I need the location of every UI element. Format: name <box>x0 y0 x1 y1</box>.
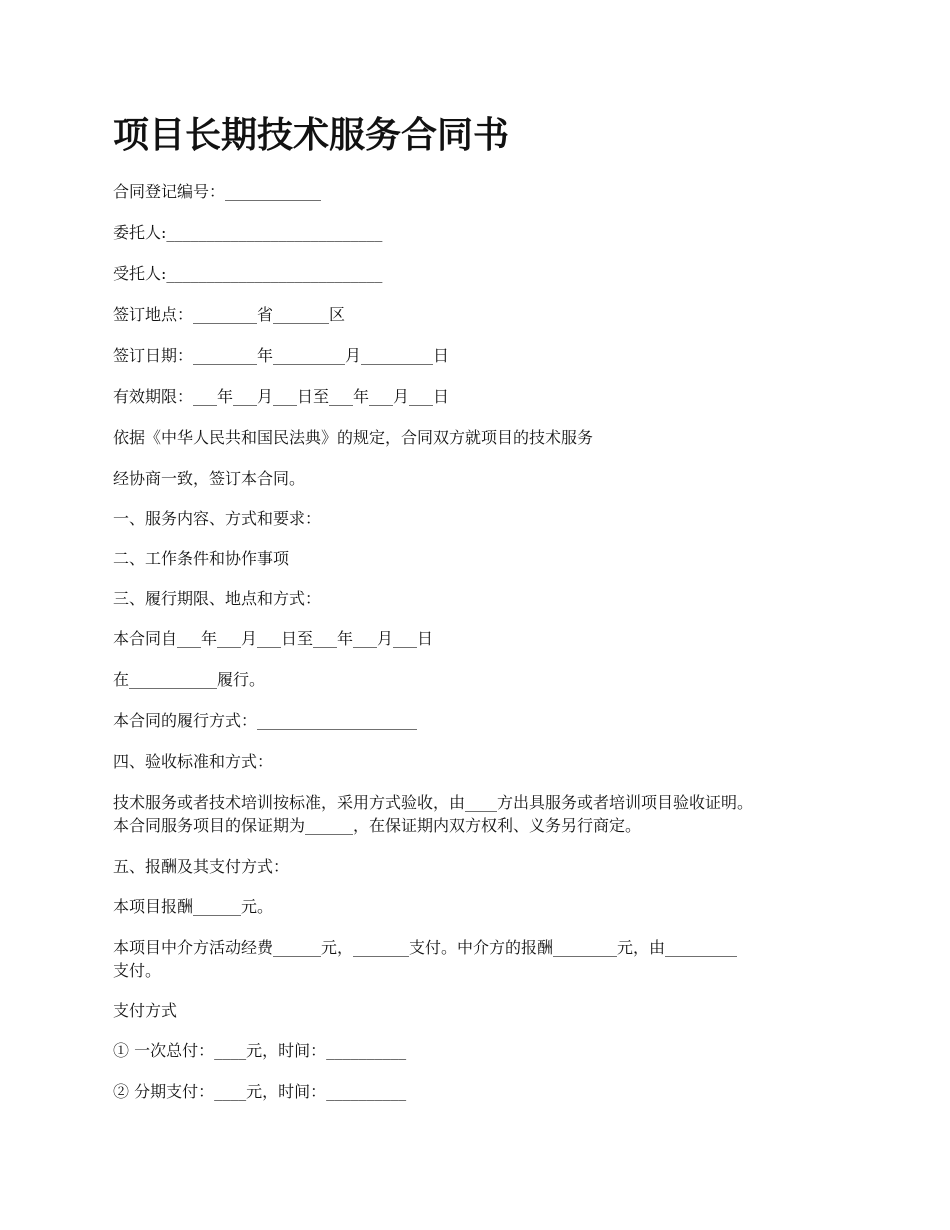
signing-place-line: 签订地点：________省_______区 <box>113 305 346 324</box>
section-1-heading: 一、服务内容、方式和要求： <box>113 509 322 528</box>
document-title: 项目长期技术服务合同书 <box>113 115 510 156</box>
intermediary-fee-line: 本项目中介方活动经费______元，_______支付。中介方的报酬________元，由_________ <box>113 938 738 957</box>
payment-method-heading: 支付方式 <box>113 1001 178 1020</box>
section-3-heading: 三、履行期限、地点和方式： <box>113 589 322 608</box>
section-5-heading: 五、报酬及其支付方式： <box>113 857 290 876</box>
installment-payment-line: ② 分期支付：____元，时间：__________ <box>113 1082 407 1101</box>
intermediary-fee-line-continued: 支付。 <box>113 961 162 980</box>
performance-period-line: 本合同自___年___月___日至___年___月___日 <box>113 629 434 648</box>
signing-date-line: 签订日期：________年_________月_________日 <box>113 346 450 365</box>
warranty-period-line: 本合同服务项目的保证期为______，在保证期内双方权利、义务另行商定。 <box>113 816 642 835</box>
performance-method-line: 本合同的履行方式：____________________ <box>113 711 418 730</box>
section-4-heading: 四、验收标准和方式： <box>113 752 274 771</box>
performance-place-line: 在___________履行。 <box>113 670 266 689</box>
project-fee-line: 本项目报酬______元。 <box>113 897 274 916</box>
legal-basis-line: 依据《中华人民共和国民法典》的规定，合同双方就项目的技术服务 <box>113 428 594 447</box>
validity-period-line: 有效期限：___年___月___日至___年___月___日 <box>113 387 450 406</box>
contract-registration-number: 合同登记编号：____________ <box>113 182 322 201</box>
lump-sum-payment-line: ① 一次总付：____元，时间：__________ <box>113 1041 407 1060</box>
client-line: 委托人:___________________________ <box>113 223 383 242</box>
section-2-heading: 二、工作条件和协作事项 <box>113 549 290 568</box>
contractor-line: 受托人:___________________________ <box>113 264 383 283</box>
agreement-line: 经协商一致，签订本合同。 <box>113 469 306 488</box>
acceptance-standard-line: 技术服务或者技术培训按标准，采用方式验收，由____方出具服务或者培训项目验收证明。 <box>113 793 754 812</box>
